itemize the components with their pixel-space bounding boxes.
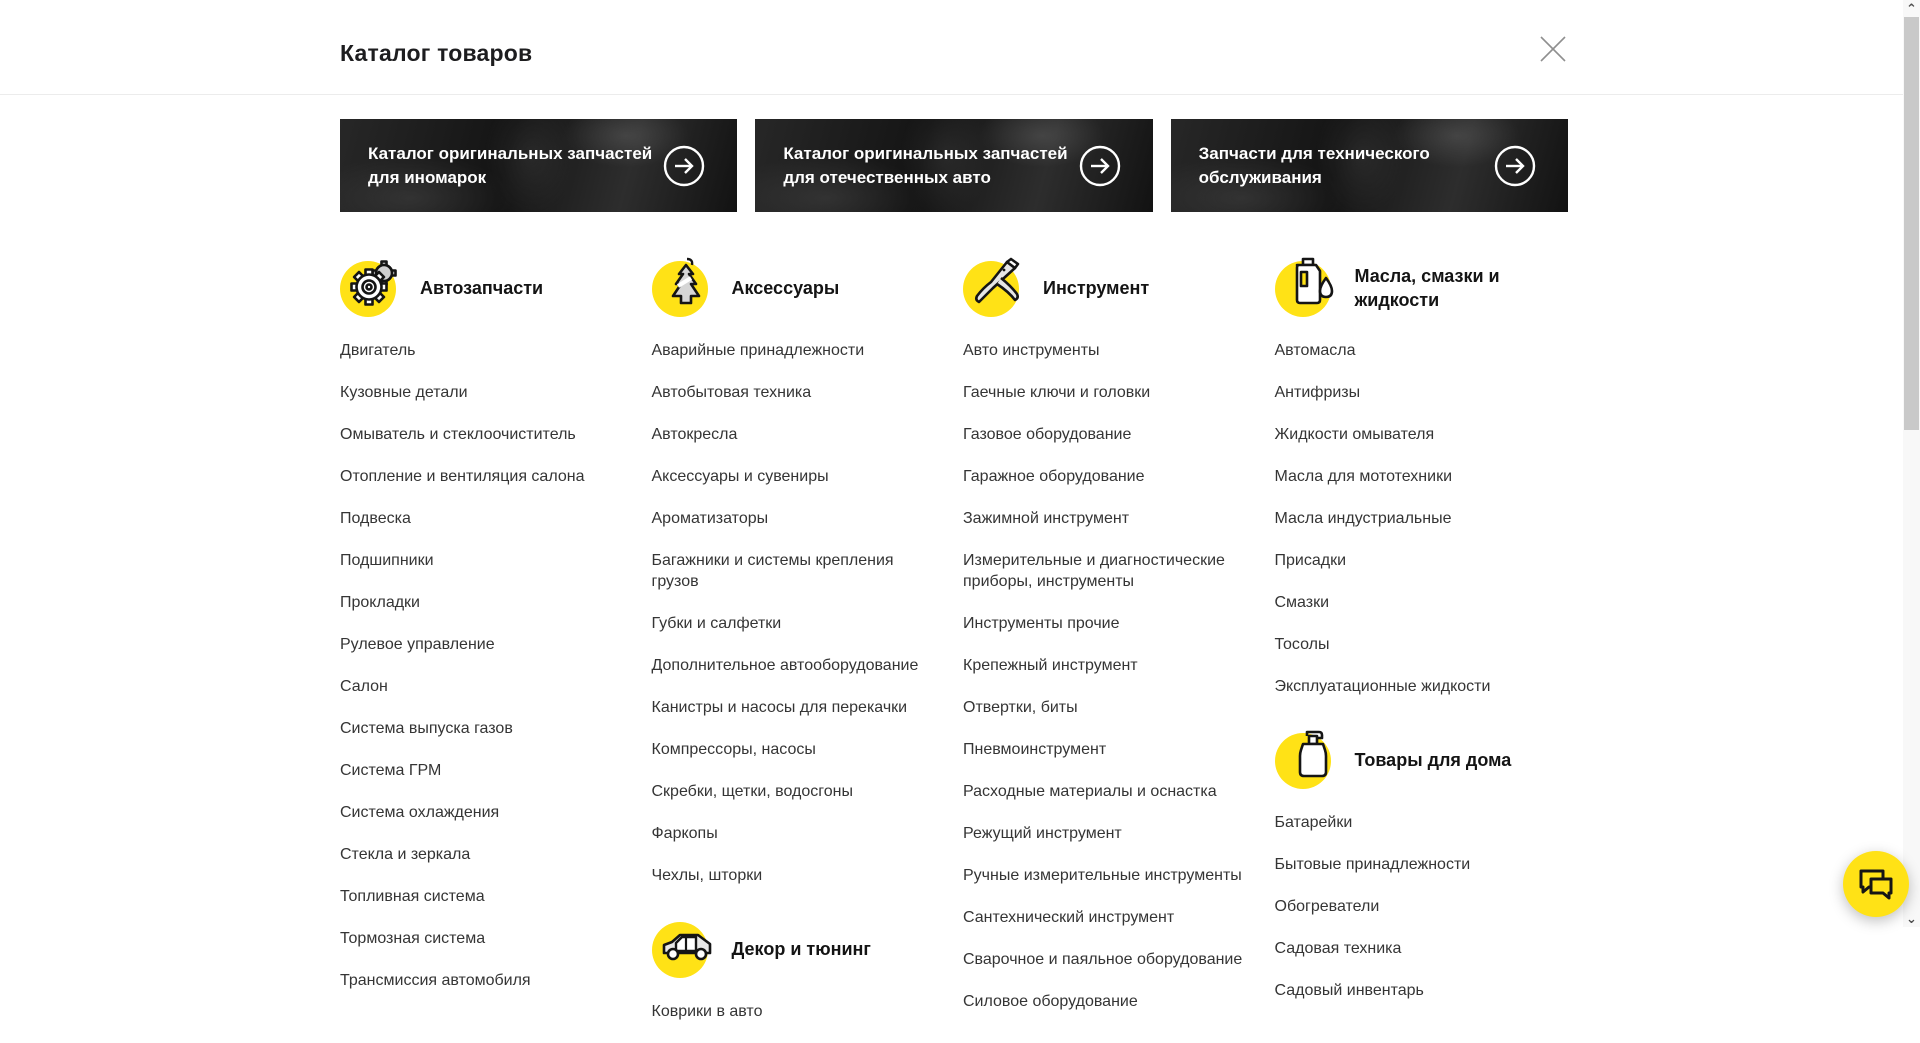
- section-head[interactable]: [652, 259, 946, 317]
- category-link[interactable]: Бытовые принадлежности: [1274, 856, 1471, 873]
- category-link[interactable]: Аварийные принадлежности: [651, 342, 865, 359]
- close-icon: [1536, 32, 1570, 66]
- close-button[interactable]: [1536, 32, 1570, 66]
- category-link[interactable]: Отопление и вентиляция салона: [340, 468, 585, 485]
- category-link[interactable]: Коврики в авто: [651, 1003, 763, 1020]
- category-link[interactable]: Фаркопы: [651, 825, 718, 842]
- category-link[interactable]: Жидкости омывателя: [1274, 426, 1435, 443]
- category-link[interactable]: Трансмиссия автомобиля: [340, 972, 531, 989]
- banner-domestic-parts[interactable]: [755, 119, 1152, 212]
- category-link[interactable]: Автомасла: [1274, 342, 1356, 359]
- category-link[interactable]: Газовое оборудование: [963, 426, 1132, 443]
- category-link[interactable]: Тосолы: [1274, 636, 1330, 653]
- banner-text: Каталог оригинальных запчастей для иномарок: [368, 143, 653, 187]
- banner-text: Запчасти для технического обслуживания: [1198, 143, 1430, 187]
- column-2: [652, 259, 946, 1043]
- section-head[interactable]: [1275, 259, 1569, 317]
- category-link[interactable]: Эксплуатационные жидкости: [1274, 678, 1491, 695]
- category-link[interactable]: Обогреватели: [1274, 898, 1380, 915]
- arrow-right-circle-icon: [663, 145, 705, 187]
- section-head[interactable]: [652, 920, 946, 978]
- category-link[interactable]: Ароматизаторы: [651, 510, 769, 527]
- category-link[interactable]: Скребки, щетки, водосгоны: [651, 783, 853, 800]
- column-1: [340, 259, 634, 1012]
- section-title: Инструмент: [1043, 278, 1150, 298]
- category-link[interactable]: Рулевое управление: [340, 636, 495, 653]
- category-link[interactable]: Тормозная система: [340, 930, 486, 947]
- category-link[interactable]: Антифризы: [1274, 384, 1361, 401]
- category-link[interactable]: Сварочное и паяльное оборудование: [963, 951, 1243, 968]
- category-link[interactable]: Присадки: [1274, 552, 1347, 569]
- category-link[interactable]: Измерительные и диагностические приборы, инструменты: [963, 552, 1225, 590]
- gears-icon: [340, 259, 398, 317]
- modal-header: [0, 0, 1920, 95]
- section-title: Аксессуары: [731, 278, 840, 298]
- category-list: [652, 340, 946, 886]
- category-link[interactable]: Кузовные детали: [340, 384, 468, 401]
- category-list: [1275, 812, 1569, 1001]
- category-link[interactable]: Садовая техника: [1274, 940, 1402, 957]
- category-link[interactable]: Расходные материалы и оснастка: [963, 783, 1217, 800]
- section-title: Автозапчасти: [420, 278, 544, 298]
- category-link[interactable]: Садовый инвентарь: [1274, 982, 1424, 999]
- category-link[interactable]: Масла для мототехники: [1274, 468, 1453, 485]
- category-link[interactable]: Гаражное оборудование: [963, 468, 1145, 485]
- category-link[interactable]: Зажимной инструмент: [963, 510, 1130, 527]
- category-link[interactable]: Система ГРМ: [340, 762, 442, 779]
- pump-bottle-icon: [1275, 731, 1333, 789]
- air-freshener-icon: [652, 259, 710, 317]
- oil-canister-icon: [1275, 259, 1333, 317]
- vertical-scrollbar[interactable]: [1903, 0, 1920, 927]
- section-tools: [963, 259, 1257, 1012]
- category-link[interactable]: Крепежный инструмент: [963, 657, 1138, 674]
- category-link[interactable]: Багажники и системы крепления грузов: [651, 552, 894, 590]
- section-head[interactable]: [340, 259, 634, 317]
- banner-foreign-parts[interactable]: [340, 119, 737, 212]
- category-link[interactable]: Подшипники: [340, 552, 434, 569]
- section-oils: [1275, 259, 1569, 697]
- car-icon: [652, 920, 710, 978]
- column-4: [1275, 259, 1569, 1022]
- category-link[interactable]: Силовое оборудование: [963, 993, 1138, 1010]
- category-link[interactable]: Омыватель и стеклоочиститель: [340, 426, 576, 443]
- category-link[interactable]: Система охлаждения: [340, 804, 500, 821]
- category-link[interactable]: Масла индустриальные: [1274, 510, 1452, 527]
- category-link[interactable]: Режущий инструмент: [963, 825, 1122, 842]
- category-link[interactable]: Салон: [340, 678, 388, 695]
- category-link[interactable]: Прокладки: [340, 594, 420, 611]
- banner-maintenance-parts[interactable]: [1171, 119, 1568, 212]
- category-list: [652, 1001, 946, 1022]
- section-title: Товары для дома: [1354, 750, 1512, 770]
- category-link[interactable]: Батарейки: [1274, 814, 1353, 831]
- category-link[interactable]: Смазки: [1274, 594, 1330, 611]
- category-link[interactable]: Двигатель: [340, 342, 416, 359]
- category-link[interactable]: Дополнительное автооборудование: [651, 657, 919, 674]
- pliers-icon: [963, 259, 1021, 317]
- section-autoparts: [340, 259, 634, 991]
- category-link[interactable]: Отвертки, биты: [963, 699, 1078, 716]
- modal-title: Каталог товаров: [340, 40, 533, 66]
- column-3: [963, 259, 1257, 1033]
- category-list: [963, 340, 1257, 1012]
- category-link[interactable]: Аксессуары и сувениры: [651, 468, 829, 485]
- category-link[interactable]: Сантехнический инструмент: [963, 909, 1175, 926]
- category-link[interactable]: Пневмоинструмент: [963, 741, 1107, 758]
- category-link[interactable]: Инструменты прочие: [963, 615, 1120, 632]
- category-link[interactable]: Топливная система: [340, 888, 485, 905]
- section-title: Декор и тюнинг: [731, 939, 871, 959]
- category-link[interactable]: Чехлы, шторки: [651, 867, 763, 884]
- section-title: Масла, смазки и жидкости: [1354, 266, 1500, 310]
- category-grid: [340, 259, 1568, 1043]
- category-link[interactable]: Авто инструменты: [963, 342, 1100, 359]
- arrow-right-circle-icon: [1494, 145, 1536, 187]
- section-head[interactable]: [963, 259, 1257, 317]
- modal-content: [340, 119, 1568, 1043]
- category-link[interactable]: Автобытовая техника: [651, 384, 812, 401]
- section-accessories: [652, 259, 946, 886]
- banner-text: Каталог оригинальных запчастей для отечественных авто: [783, 143, 1068, 187]
- category-link[interactable]: Компрессоры, насосы: [651, 741, 816, 758]
- category-link[interactable]: Гаечные ключи и головки: [963, 384, 1151, 401]
- category-link[interactable]: Подвеска: [340, 510, 411, 527]
- category-link[interactable]: Автокресла: [651, 426, 738, 443]
- scrollbar-thumb[interactable]: [1904, 17, 1919, 430]
- category-list: [1275, 340, 1569, 697]
- scroll-up-arrow-icon[interactable]: ⌃: [1906, 1, 1917, 16]
- category-link[interactable]: Ручные измерительные инструменты: [963, 867, 1242, 884]
- section-decor: [652, 920, 946, 1022]
- section-home-goods: [1275, 731, 1569, 1001]
- category-link[interactable]: Губки и салфетки: [651, 615, 782, 632]
- banner-row: [340, 119, 1568, 212]
- chat-bubbles-icon: [1857, 867, 1895, 901]
- chat-button[interactable]: [1843, 851, 1909, 917]
- category-link[interactable]: Система выпуска газов: [340, 720, 513, 737]
- section-head[interactable]: [1275, 731, 1569, 789]
- scroll-down-arrow-icon[interactable]: ⌄: [1906, 911, 1917, 926]
- category-link[interactable]: Канистры и насосы для перекачки: [651, 699, 908, 716]
- category-list: [340, 340, 634, 991]
- category-link[interactable]: Стекла и зеркала: [340, 846, 471, 863]
- arrow-right-circle-icon: [1079, 145, 1121, 187]
